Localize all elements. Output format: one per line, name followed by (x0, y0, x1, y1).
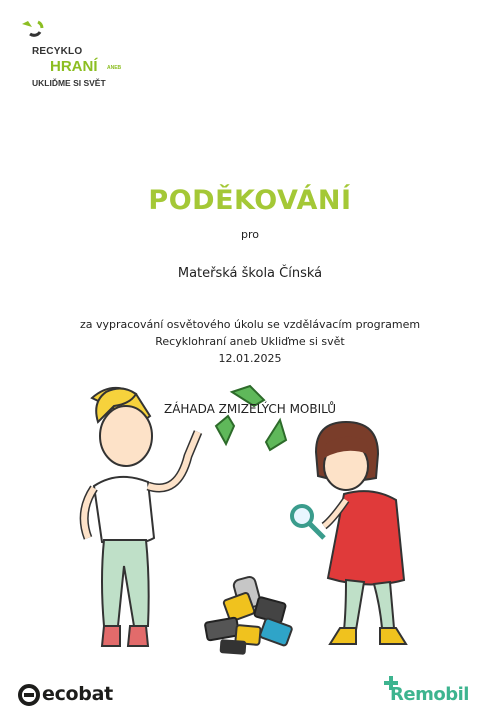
logo-line-2: HRANÍ (50, 58, 98, 75)
certificate-title: PODĚKOVÁNÍ (148, 185, 352, 216)
reason-line-1: za vypracování osvětového úkolu se vzdělávacím programem (79, 318, 421, 331)
logo-line-1: RECYKLO (32, 46, 83, 57)
logo-line-2-small: ANEB (107, 65, 122, 71)
program-name: ZÁHADA ZMIZELÝCH MOBILŮ (163, 402, 337, 416)
ecobat-wordmark: ecobat (42, 683, 113, 705)
certificate-pro: pro (241, 228, 259, 241)
boy-figure (84, 388, 198, 646)
remobil-wordmark: Remobil (390, 684, 469, 705)
reason-line-2: Recyklohraní aneb Ukliďme si svět (155, 335, 345, 348)
certificate-date: 12.01.2025 (218, 352, 282, 365)
recycle-icon (216, 386, 286, 450)
phone-pile (205, 576, 293, 655)
logo-line-3: UKLIĎME SI SVĚT (32, 78, 106, 88)
recipient-name: Mateřská škola Čínská (177, 266, 323, 281)
girl-figure (292, 422, 406, 644)
